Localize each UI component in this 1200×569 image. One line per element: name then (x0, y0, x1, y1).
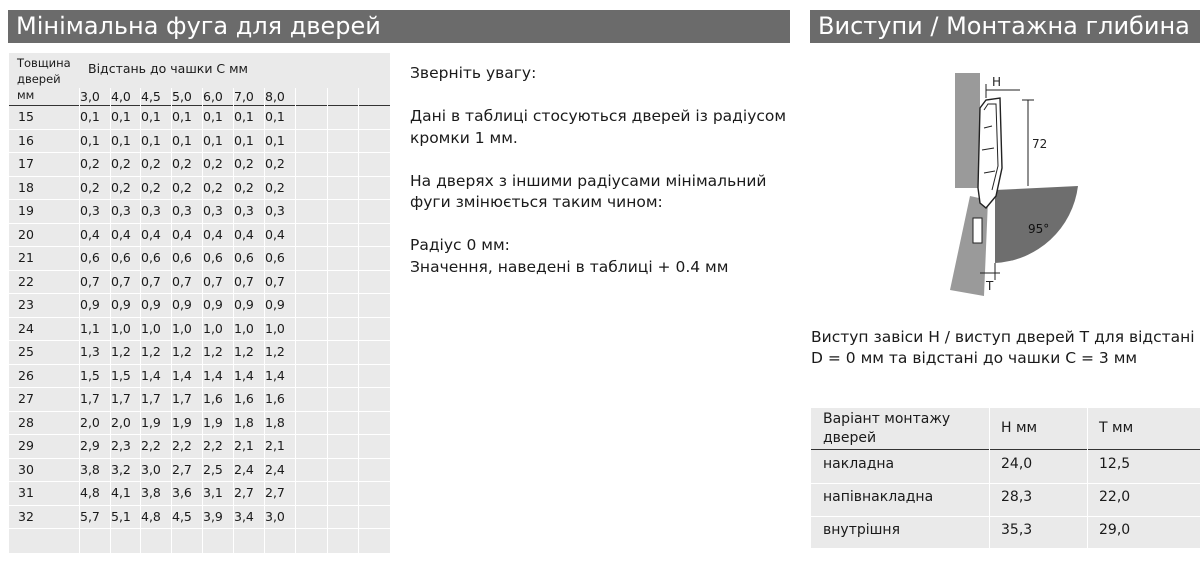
gap-value: 0,9 (80, 297, 100, 312)
gap-value: 0,2 (265, 156, 285, 171)
gap-value: 0,1 (234, 109, 254, 124)
gap-value: 1,8 (234, 414, 254, 430)
gap-value: 0,3 (203, 203, 223, 218)
door-thickness-header-line1: Товщина (17, 56, 71, 70)
gap-value: 0,6 (265, 250, 285, 265)
column-divider (295, 88, 296, 553)
gap-value: 0,2 (111, 156, 131, 171)
gap-value: 2,9 (80, 438, 100, 453)
row-divider (9, 199, 390, 200)
row-divider (9, 317, 390, 318)
cup-distance-header: 4,0 (111, 89, 131, 104)
mount-h-value: 28,3 (1001, 489, 1033, 505)
row-divider (9, 528, 390, 529)
door-thickness-value: 24 (18, 320, 34, 336)
gap-value: 1,4 (234, 367, 254, 383)
cup-distance-header: 7,0 (234, 89, 254, 104)
gap-value: 2,4 (234, 461, 254, 477)
gap-value: 0,7 (111, 273, 131, 289)
mount-h-value: 24,0 (1001, 456, 1033, 472)
gap-value: 0,2 (234, 179, 254, 195)
row-divider (9, 270, 390, 271)
mounting-variant-table (811, 408, 1200, 548)
gap-value: 3,4 (234, 508, 254, 524)
gap-value: 1,0 (203, 320, 223, 336)
label-depth: 72 (1032, 137, 1048, 151)
gap-value: 3,9 (203, 508, 223, 524)
gap-value: 0,2 (234, 156, 254, 171)
gap-value: 0,1 (234, 132, 254, 148)
gap-value: 0,1 (141, 132, 161, 148)
gap-value: 1,9 (141, 414, 161, 430)
gap-value: 0,7 (141, 273, 161, 289)
mount-variant-name: внутрішня (823, 522, 901, 538)
gap-value: 2,0 (111, 414, 131, 430)
gap-value: 0,4 (203, 226, 223, 242)
column-divider (327, 88, 328, 553)
door-panel (950, 196, 988, 296)
cup-distance-header: 6,0 (203, 89, 223, 104)
gap-value: 1,2 (111, 344, 131, 359)
mount-variant-name: напівнакладна (823, 489, 934, 505)
door-thickness-value: 22 (18, 273, 34, 289)
door-thickness-value: 17 (18, 156, 34, 171)
row-divider (9, 481, 390, 482)
gap-value: 0,3 (265, 203, 285, 218)
mount-t-value: 22,0 (1099, 489, 1131, 505)
gap-value: 1,9 (172, 414, 192, 430)
door-thickness-value: 16 (18, 132, 34, 148)
hinge-diagram (940, 68, 1080, 298)
notes-block (410, 63, 790, 300)
gap-value: 0,9 (234, 297, 254, 312)
gap-value: 0,3 (111, 203, 131, 218)
row-divider (9, 129, 390, 130)
notes-attention: Зверніть увагу: (410, 64, 537, 82)
cup-distance-header: 4,5 (141, 89, 161, 104)
gap-value: 1,4 (172, 367, 192, 383)
gap-value: 2,2 (172, 438, 192, 453)
gap-value: 2,2 (203, 438, 223, 453)
gap-value: 0,9 (141, 297, 161, 312)
door-thickness-value: 29 (18, 438, 34, 453)
minimum-gap-table (9, 53, 390, 553)
gap-value: 0,2 (203, 156, 223, 171)
door-thickness-value: 19 (18, 203, 34, 218)
gap-value: 0,4 (80, 226, 100, 242)
gap-value: 1,1 (80, 320, 100, 336)
gap-value: 0,7 (172, 273, 192, 289)
left-section-header: Мінімальна фуга для дверей (8, 10, 790, 43)
gap-value: 0,2 (111, 179, 131, 195)
door-thickness-header (17, 55, 71, 103)
gap-value: 0,4 (234, 226, 254, 242)
gap-value: 4,8 (80, 485, 100, 500)
gap-value: 5,7 (80, 508, 100, 524)
cup-distance-header: 3,0 (80, 89, 100, 104)
door-thickness-header-unit: мм (17, 88, 35, 102)
gap-value: 0,7 (234, 273, 254, 289)
gap-value: 4,8 (141, 508, 161, 524)
mount-variant-name: накладна (823, 456, 895, 472)
gap-value: 0,2 (141, 156, 161, 171)
gap-value: 1,2 (203, 344, 223, 359)
gap-value: 1,7 (172, 391, 192, 406)
gap-value: 3,8 (80, 461, 100, 477)
gap-value: 2,3 (111, 438, 131, 453)
gap-value: 0,1 (80, 132, 100, 148)
gap-value: 0,1 (265, 109, 285, 124)
gap-value: 0,9 (111, 297, 131, 312)
gap-value: 1,0 (172, 320, 192, 336)
gap-value: 1,0 (234, 320, 254, 336)
door-thickness-value: 26 (18, 367, 34, 383)
gap-value: 0,1 (172, 109, 192, 124)
header-divider (9, 105, 390, 106)
row-divider (9, 411, 390, 412)
gap-value: 3,8 (141, 485, 161, 500)
gap-value: 0,9 (172, 297, 192, 312)
gap-value: 0,4 (111, 226, 131, 242)
gap-value: 1,6 (234, 391, 254, 406)
notes-radius-info: Дані в таблиці стосуються дверей із радіусом кромки 1 мм. (410, 107, 787, 147)
gap-value: 0,1 (265, 132, 285, 148)
gap-value: 1,3 (80, 344, 100, 359)
column-divider (358, 88, 359, 553)
door-thickness-value: 31 (18, 485, 34, 500)
mount-header-t: T мм (1099, 420, 1134, 436)
gap-value: 1,4 (203, 367, 223, 383)
gap-value: 0,1 (80, 109, 100, 124)
label-h: H (992, 75, 1002, 89)
door-thickness-value: 15 (18, 109, 34, 124)
gap-value: 4,5 (172, 508, 192, 524)
row-divider (9, 364, 390, 365)
gap-value: 0,6 (80, 250, 100, 265)
gap-value: 1,7 (111, 391, 131, 406)
gap-value: 0,2 (172, 179, 192, 195)
door-thickness-value: 20 (18, 226, 34, 242)
gap-value: 1,5 (80, 367, 100, 383)
gap-table-header (9, 53, 390, 106)
door-thickness-value: 30 (18, 461, 34, 477)
cup-distance-header: 5,0 (172, 89, 192, 104)
gap-value: 0,7 (203, 273, 223, 289)
label-t: T (986, 279, 994, 293)
gap-value: 1,2 (265, 344, 285, 359)
gap-value: 0,6 (234, 250, 254, 265)
gap-value: 1,0 (141, 320, 161, 336)
row-divider (811, 516, 1200, 517)
gap-value: 0,1 (172, 132, 192, 148)
notes-radius-zero (410, 235, 790, 278)
gap-value: 5,1 (111, 508, 131, 524)
row-divider (9, 458, 390, 459)
hinge-cup (973, 218, 982, 243)
gap-value: 1,8 (265, 414, 285, 430)
gap-value: 0,6 (111, 250, 131, 265)
gap-value: 0,4 (172, 226, 192, 242)
gap-value: 1,0 (265, 320, 285, 336)
gap-value: 0,1 (111, 109, 131, 124)
notes-other-radii: На дверях з іншими радіусами мінімальний фуги змінюється таким чином: (410, 171, 767, 211)
door-thickness-value: 28 (18, 414, 34, 430)
door-thickness-value: 25 (18, 344, 34, 359)
gap-value: 2,7 (234, 485, 254, 500)
gap-value: 1,4 (265, 367, 285, 383)
gap-value: 0,2 (141, 179, 161, 195)
gap-value: 0,2 (80, 179, 100, 195)
row-divider (9, 387, 390, 388)
gap-value: 1,2 (172, 344, 192, 359)
gap-value: 2,1 (265, 438, 285, 453)
gap-value: 0,3 (234, 203, 254, 218)
door-thickness-value: 32 (18, 508, 34, 524)
mount-t-value: 29,0 (1099, 522, 1131, 538)
gap-value: 2,7 (172, 461, 192, 477)
gap-value: 1,7 (80, 391, 100, 406)
gap-value: 0,2 (203, 179, 223, 195)
door-thickness-value: 18 (18, 179, 34, 195)
gap-value: 3,6 (172, 485, 192, 500)
row-divider (811, 483, 1200, 484)
gap-value: 1,5 (111, 367, 131, 383)
gap-value: 0,6 (172, 250, 192, 265)
gap-value: 1,2 (141, 344, 161, 359)
gap-value: 0,7 (265, 273, 285, 289)
gap-value: 0,3 (80, 203, 100, 218)
gap-value: 0,9 (265, 297, 285, 312)
gap-value: 1,9 (203, 414, 223, 430)
mount-header-h: H мм (1001, 420, 1038, 436)
gap-value: 0,1 (141, 109, 161, 124)
gap-value: 0,6 (141, 250, 161, 265)
gap-value: 0,1 (111, 132, 131, 148)
gap-value: 1,0 (111, 320, 131, 336)
diagram-caption: Виступ завіси H / виступ дверей T для відстані D = 0 мм та відстані до чашки C = 3 мм (811, 328, 1195, 367)
gap-value: 0,3 (172, 203, 192, 218)
row-divider (9, 340, 390, 341)
gap-value: 0,1 (203, 132, 223, 148)
mount-h-value: 35,3 (1001, 522, 1033, 538)
gap-value: 0,2 (172, 156, 192, 171)
row-divider (9, 293, 390, 294)
gap-value: 2,7 (265, 485, 285, 500)
door-thickness-value: 27 (18, 391, 34, 406)
gap-value: 1,6 (203, 391, 223, 406)
gap-value: 0,4 (265, 226, 285, 242)
gap-value: 0,6 (203, 250, 223, 265)
gap-value: 1,4 (141, 367, 161, 383)
row-divider (9, 152, 390, 153)
gap-value: 0,2 (80, 156, 100, 171)
door-thickness-value: 23 (18, 297, 34, 312)
cabinet-side-panel (955, 73, 980, 188)
notes-radius-zero-label: Радіус 0 мм: (410, 236, 510, 254)
row-divider (9, 505, 390, 506)
door-thickness-value: 21 (18, 250, 34, 265)
door-thickness-header-line2: дверей (17, 72, 61, 86)
gap-value: 3,1 (203, 485, 223, 500)
gap-value: 0,4 (141, 226, 161, 242)
mount-t-value: 12,5 (1099, 456, 1131, 472)
row-divider (9, 176, 390, 177)
cup-distance-subheader: Відстань до чашки C мм (88, 61, 248, 76)
gap-value: 1,2 (234, 344, 254, 359)
gap-value: 2,2 (141, 438, 161, 453)
gap-value: 2,0 (80, 414, 100, 430)
row-divider (9, 246, 390, 247)
column-divider (1087, 408, 1088, 548)
cup-distance-header: 8,0 (265, 89, 285, 104)
gap-value: 1,6 (265, 391, 285, 406)
label-angle: 95° (1028, 222, 1050, 236)
gap-value: 3,0 (265, 508, 285, 524)
row-divider (9, 223, 390, 224)
mount-header-variant: Варіант монтажу дверей (823, 411, 951, 446)
notes-radius-zero-value: Значення, наведені в таблиці + 0.4 мм (410, 257, 729, 276)
gap-value: 0,1 (203, 109, 223, 124)
row-divider (9, 434, 390, 435)
gap-value: 2,1 (234, 438, 254, 453)
gap-value: 3,0 (141, 461, 161, 477)
gap-value: 2,4 (265, 461, 285, 477)
gap-value: 0,3 (141, 203, 161, 218)
column-divider (989, 408, 990, 548)
gap-value: 0,2 (265, 179, 285, 195)
gap-value: 3,2 (111, 461, 131, 477)
gap-value: 4,1 (111, 485, 131, 500)
right-section-header: Виступи / Монтажна глибина (810, 10, 1200, 43)
gap-value: 1,7 (141, 391, 161, 406)
gap-value: 2,5 (203, 461, 223, 477)
gap-value: 0,7 (80, 273, 100, 289)
gap-value: 0,9 (203, 297, 223, 312)
